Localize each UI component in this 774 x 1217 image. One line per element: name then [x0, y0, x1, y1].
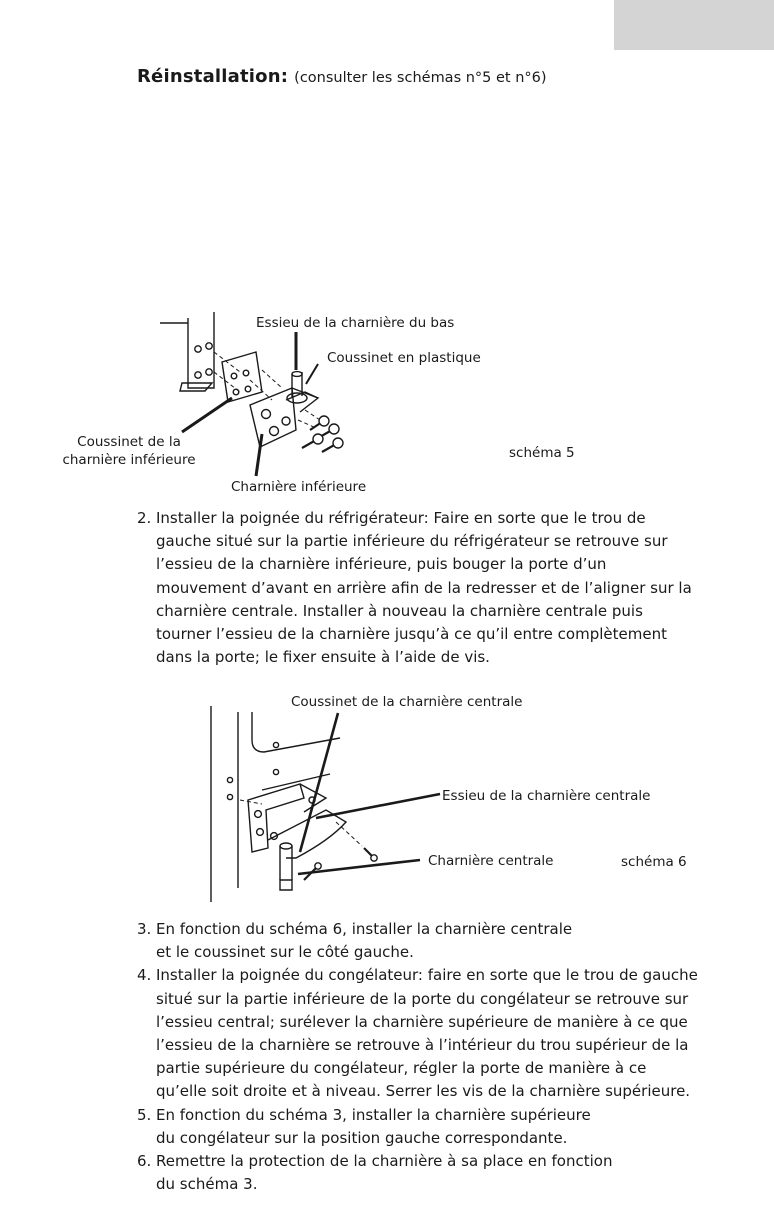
step-2-line: dans la porte; le fixer ensuite à l’aide de vis. [156, 648, 490, 667]
step-4-line: partie supérieure du congélateur, régler la porte de manière à ce [156, 1059, 647, 1078]
label-bottom-hinge-pad-line1: Coussinet de la [77, 434, 181, 450]
figure-6-caption: schéma 6 [621, 854, 687, 870]
step-6-line: Remettre la protection de la charnière à sa place en fonction [156, 1152, 613, 1171]
steps-list [137, 918, 698, 1196]
step-2-line: charnière centrale. Installer à nouveau la charnière centrale puis [156, 601, 643, 620]
step-4-line: l’essieu central; surélever la charnière supérieure de manière à ce que [156, 1012, 688, 1031]
step-3-number: 3. [137, 920, 152, 938]
step-2-line: tourner l’essieu de la charnière jusqu’à ce qu’il entre complètement [156, 625, 667, 644]
step-5-number: 5. [137, 1105, 152, 1124]
step-2-line: Installer la poignée du réfrigérateur: Faire en sorte que le trou de [156, 509, 646, 527]
step-5-line: En fonction du schéma 3, installer la charnière supérieure [156, 1105, 591, 1124]
step-2-line: l’essieu de la charnière inférieure, puis bouger la porte d’un [156, 555, 607, 574]
step-5-first-line [137, 1104, 698, 1127]
step-2-line: mouvement d’avant en arrière afin de la redresser et de l’aligner sur la [156, 578, 692, 597]
step-6-number: 6. [137, 1152, 152, 1171]
heading-title: Réinstallation: [137, 66, 289, 87]
step-4-first-line [137, 964, 698, 987]
label-bottom-hinge: Charnière inférieure [231, 479, 367, 495]
step-4-number: 4. [137, 966, 152, 985]
label-bottom-hinge-pad-line2: charnière inférieure [62, 452, 196, 468]
step-3-line: et le coussinet sur le côté gauche. [156, 943, 414, 962]
label-plastic-pad: Coussinet en plastique [327, 350, 481, 366]
step-2-line: gauche situé sur la partie inférieure du réfrigérateur se retrouve sur [156, 532, 668, 551]
step-4-line: Installer la poignée du congélateur: faire en sorte que le trou de gauche [156, 966, 698, 985]
figure-5-caption: schéma 5 [509, 445, 575, 461]
step-3-first-line [137, 918, 698, 941]
label-center-axle: Essieu de la charnière centrale [442, 788, 651, 804]
step-3-line: En fonction du schéma 6, installer la charnière centrale [156, 920, 573, 938]
step-6-line: du schéma 3. [156, 1175, 258, 1194]
step-5-line: du congélateur sur la position gauche correspondante. [156, 1128, 568, 1147]
step-4-line: situé sur la partie inférieure de la porte du congélateur se retrouve sur [156, 989, 689, 1008]
label-bottom-axle: Essieu de la charnière du bas [256, 315, 455, 331]
step-2-number: 2. [137, 509, 152, 527]
step-4-line: qu’elle soit droite et à niveau. Serrer les vis de la charnière supérieure. [156, 1082, 691, 1101]
label-center-hinge-pad: Coussinet de la charnière centrale [291, 694, 523, 710]
heading-reference: (consulter les schémas n°5 et n°6) [294, 70, 547, 86]
step-4-line: l’essieu de la charnière se retrouve à l’intérieur du trou supérieur de la [156, 1036, 689, 1055]
step-6-first-line [137, 1150, 698, 1173]
label-center-hinge: Charnière centrale [428, 853, 554, 869]
